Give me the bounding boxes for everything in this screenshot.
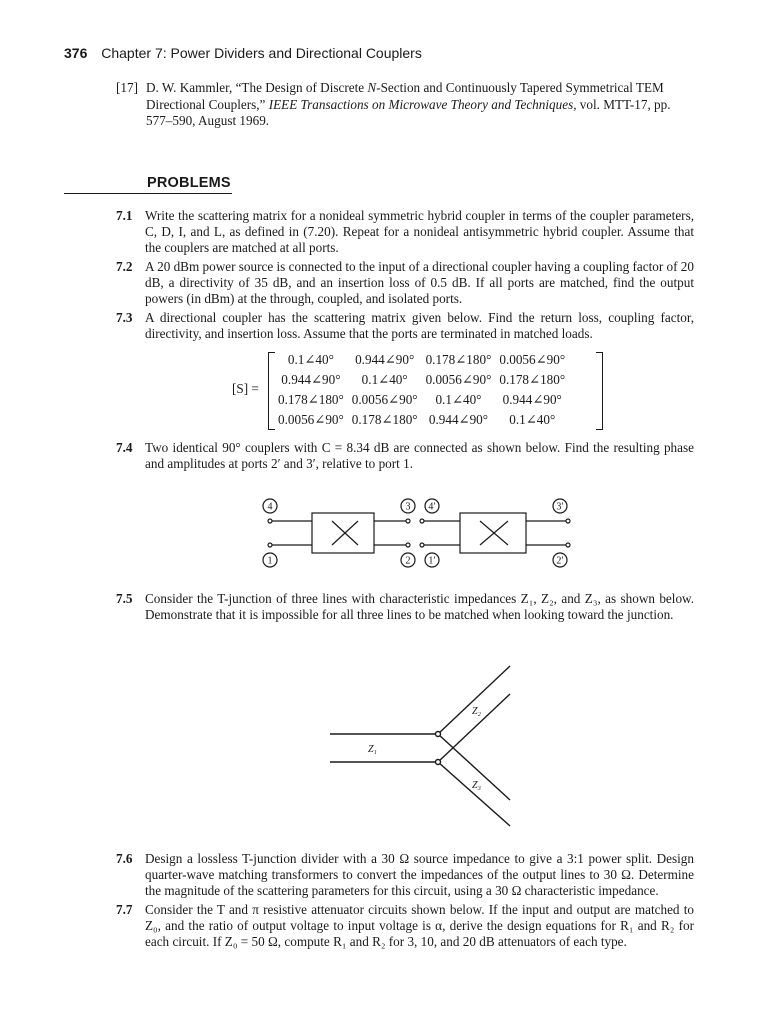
junction-node: [436, 732, 441, 737]
matrix-row: [274, 390, 569, 410]
scattering-matrix: [230, 350, 610, 430]
problem-7-1: [116, 208, 694, 257]
matrix-row: [274, 350, 569, 370]
section-title: PROBLEMS: [147, 175, 231, 191]
matrix-row: [274, 370, 569, 390]
matrix-cell: 0.1∠40°: [287, 352, 334, 367]
problem-7-5: [116, 591, 694, 623]
reference-text: -Section and Continuously Tapered Symmetrical TEM: [376, 80, 664, 95]
problem-number: 7.1: [116, 208, 133, 223]
reference-text: Directional Couplers,”: [146, 96, 269, 112]
problem-number: 7.6: [116, 851, 133, 866]
matrix-cell: 0.1∠40°: [361, 372, 408, 387]
problem-number: 7.2: [116, 259, 133, 274]
problem-text: A 20 dBm power source is connected to the input of a directional coupler having a coupling factor of 20 dB, a directivity of 35 dB, and an insertion loss of 0.5 dB. If all ports are matched, find the output powers (in dBm) at the through, coupled, and isolated ports.: [145, 259, 694, 307]
matrix-table: [274, 350, 569, 430]
reference-text: 577–590, August 1969.: [146, 113, 270, 128]
port-label: 3: [405, 501, 411, 513]
chapter-title: Chapter 7: Power Dividers and Directional Couplers: [101, 45, 422, 61]
z3-label: Z₃: [472, 780, 482, 791]
t-junction-figure: [320, 660, 530, 830]
reference-number: [17]: [116, 80, 138, 95]
port-label: 2′: [556, 555, 564, 567]
reference-math: N: [367, 80, 377, 95]
z2-line-b: [438, 694, 510, 762]
matrix-cell: 0.944∠90°: [281, 372, 341, 387]
matrix-cell: 0.0056∠90°: [499, 352, 566, 367]
problem-text: Design a lossless T-junction divider with a 30 Ω source impedance to give a 3:1 power split. Design quarter-wave matching transformers to convert the impedances of the output lines to 30 Ω. Determine the magnitude of the scattering parameters for this circuit, using a 30 Ω characteristic impedance.: [145, 851, 694, 899]
problem-7-2: [116, 259, 694, 308]
problem-number: 7.4: [116, 440, 133, 455]
matrix-cell: 0.1∠40°: [435, 392, 482, 407]
matrix-cell: 0.1∠40°: [509, 412, 556, 427]
matrix-cell: 0.944∠90°: [502, 392, 562, 407]
reference-17: [116, 80, 696, 130]
matrix-label: [S] =: [232, 381, 259, 396]
terminal: [406, 519, 410, 523]
terminal: [566, 543, 570, 547]
matrix-cell: 0.0056∠90°: [425, 372, 492, 387]
matrix-cell: 0.178∠180°: [425, 352, 492, 367]
problem-text: Write the scattering matrix for a nonideal symmetric hybrid coupler in terms of the coupler parameters, C, D, I, and L, as defined in (7.20). Repeat for a nonideal antisymmetric hybrid coupler. Assume that the couplers are matched at all ports.: [145, 208, 694, 256]
matrix-cell: 0.178∠180°: [351, 412, 418, 427]
port-label: 4: [267, 501, 273, 513]
terminal: [406, 543, 410, 547]
page-number: 376: [64, 45, 88, 61]
matrix-cell: 0.944∠90°: [428, 412, 489, 427]
problem-text: Two identical 90° couplers with C = 8.34 dB are connected as shown below. Find the resulting phase and amplitudes at ports 2′ and 3′, relative to port 1.: [145, 440, 694, 472]
z2-label: Z₂: [472, 706, 482, 717]
reference-text: D. W. Kammler, “The Design of Discrete: [146, 80, 368, 95]
matrix-cell: 0.0056∠90°: [351, 392, 418, 407]
matrix-cell: 0.178∠180°: [499, 372, 566, 387]
z2-line-a: [438, 666, 510, 734]
terminal: [268, 543, 272, 547]
coupler-box: [460, 513, 526, 553]
problem-number: 7.7: [116, 902, 133, 917]
terminal: [420, 519, 424, 523]
terminal: [268, 519, 272, 523]
page-header: [64, 45, 422, 61]
z3-line-b: [438, 762, 510, 826]
problem-7-4: [116, 440, 694, 472]
port-label: 2: [405, 555, 411, 567]
reference-text: , vol. MTT-17, pp.: [573, 96, 671, 112]
problem-7-7: [116, 902, 694, 951]
problem-number: 7.3: [116, 310, 133, 325]
z1-label: Z₁: [368, 744, 378, 755]
coupler-cascade-figure: [250, 495, 590, 570]
matrix-row: [274, 410, 569, 430]
matrix-cell: 0.178∠180°: [278, 392, 344, 407]
port-label: 4′: [428, 501, 436, 513]
terminal: [566, 519, 570, 523]
section-rule: [64, 193, 232, 194]
port-label: 1: [267, 555, 273, 567]
junction-node: [436, 760, 441, 765]
terminal: [420, 543, 424, 547]
problem-text: A directional coupler has the scattering matrix given below. Find the return loss, coupling factor, directivity, and insertion loss. Assume that the ports are terminated in matched loads.: [145, 310, 694, 342]
coupler-box: [312, 513, 374, 553]
matrix-cell: 0.0056∠90°: [278, 412, 344, 427]
port-label: 1′: [428, 555, 436, 567]
problem-7-6: [116, 851, 694, 900]
problem-number: 7.5: [116, 591, 133, 606]
reference-journal: IEEE Transactions on Microwave Theory and Techniques: [268, 96, 574, 112]
problem-text: Consider the T-junction of three lines with characteristic impedances Z₁, Z₂, and Z₃, as shown below. Demonstrate that it is impossible for all three lines to be matched when looking toward the junction.: [145, 591, 694, 623]
problem-text: Consider the T and π resistive attenuator circuits shown below. If the input and output are matched to Z₀, and the ratio of output voltage to input voltage is α, derive the design equations for R₁ and R₂ for each circuit. If Z₀ = 50 Ω, compute R₁ and R₂ for 3, 10, and 20 dB attenuators of each type.: [145, 902, 694, 950]
right-bracket: [596, 352, 603, 430]
port-label: 3′: [556, 501, 564, 513]
matrix-cell: 0.944∠90°: [355, 352, 415, 367]
problem-7-3: [116, 310, 694, 342]
